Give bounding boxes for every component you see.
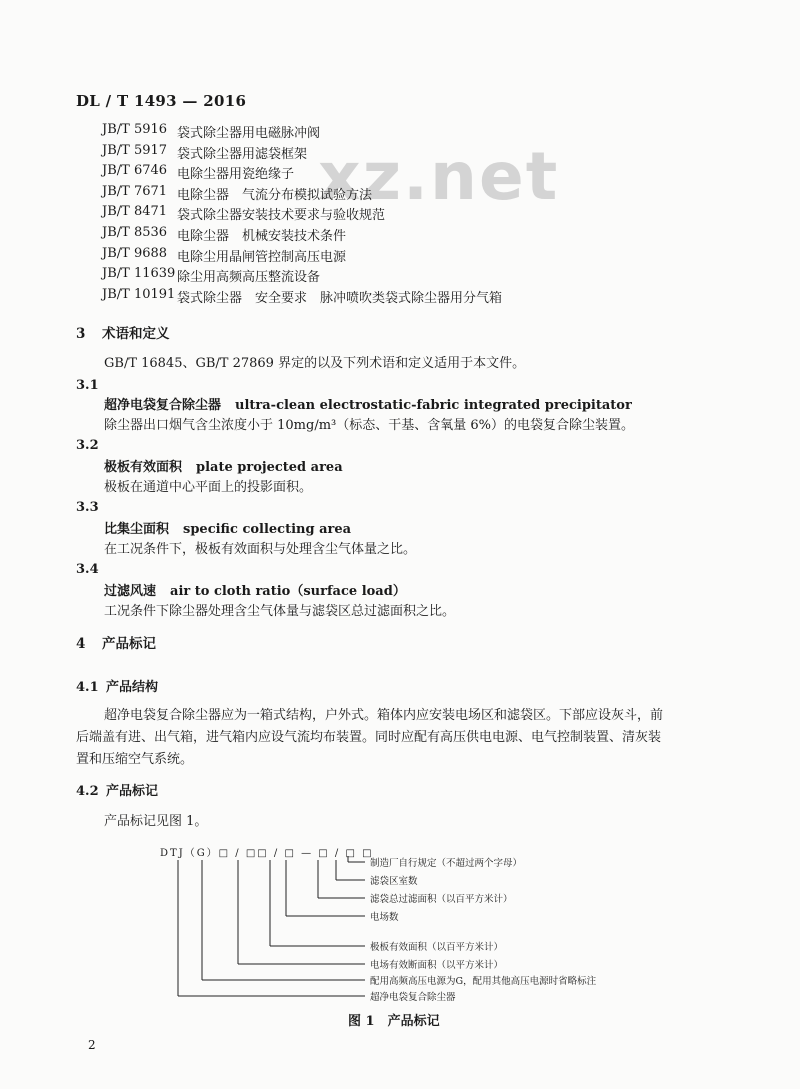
term-heading <box>104 518 351 537</box>
figure-label: 电场数 <box>370 912 399 923</box>
reference-title: 除尘用高频高压整流设备 <box>177 270 321 286</box>
reference-code: JB/T 5917 <box>102 142 168 158</box>
reference-item <box>102 225 502 246</box>
subsection-4-2-heading <box>76 780 158 799</box>
page-number: 2 <box>88 1038 96 1052</box>
subsection-number: 4.1 <box>76 680 99 695</box>
subsection-title: 产品标记 <box>106 784 159 799</box>
subsection-title: 产品结构 <box>106 680 159 695</box>
section-3-intro: GB/T 16845、GB/T 27869 界定的以及下列术语和定义适用于本文件。 <box>104 356 526 371</box>
reference-code: JB/T 5916 <box>102 122 168 137</box>
reference-item <box>102 287 502 308</box>
reference-title: 电除尘用晶闸管控制高压电源 <box>177 249 347 265</box>
reference-item <box>102 122 502 143</box>
section-3-heading <box>76 322 170 342</box>
term-number: 3.3 <box>76 500 99 515</box>
section-title: 产品标记 <box>102 636 156 652</box>
term-cn: 超净电袋复合除尘器 <box>104 398 222 413</box>
section-number: 4 <box>76 636 86 652</box>
standard-header: DL / T 1493 — 2016 <box>76 92 247 110</box>
section-4-heading <box>76 632 156 652</box>
reference-code: JB/T 8471 <box>102 204 168 220</box>
paragraph-line: 超净电袋复合除尘器应为一箱式结构，户外式。箱体内应安装电场区和滤袋区。下部应设灰斗，前 <box>104 708 664 723</box>
reference-title: 电除尘器 气流分布模拟试验方法 <box>177 187 373 203</box>
figure-label: 配用高频高压电源为G，配用其他高压电源时省略标注 <box>370 976 597 987</box>
paragraph-line: 置和压缩空气系统。 <box>76 752 194 767</box>
watermark: xz.net <box>318 138 560 215</box>
term-heading <box>104 456 343 475</box>
term-heading <box>104 394 632 413</box>
subsection-4-1-heading <box>76 676 158 695</box>
term-definition: 除尘器出口烟气含尘浓度小于 10mg/m³（标态、干基、含氧量 6%）的电袋复合除尘装置。 <box>104 418 634 433</box>
reference-code: JB/T 7671 <box>102 183 168 199</box>
reference-item <box>102 246 502 267</box>
reference-item <box>102 204 502 225</box>
reference-code: JB/T 11639 <box>102 266 176 282</box>
reference-code: JB/T 9688 <box>102 245 168 261</box>
figure-label: 电场有效断面积（以平方米计） <box>370 960 504 971</box>
section-number: 3 <box>76 326 86 342</box>
reference-list <box>102 122 502 307</box>
term-cn: 过滤风速 <box>104 584 157 599</box>
figure-intro: 产品标记见图 1。 <box>104 814 208 829</box>
figure-label: 滤袋区室数 <box>370 876 418 887</box>
reference-title: 袋式除尘器 安全要求 脉冲喷吹类袋式除尘器用分气箱 <box>177 290 503 306</box>
reference-title: 袋式除尘器安装技术要求与验收规范 <box>177 208 386 224</box>
reference-code: JB/T 10191 <box>102 286 176 302</box>
term-definition: 工况条件下除尘器处理含尘气体量与滤袋区总过滤面积之比。 <box>104 604 456 619</box>
figure-caption: 图 1 产品标记 <box>348 1014 440 1029</box>
reference-title: 袋式除尘器用滤袋框架 <box>177 146 308 162</box>
reference-item <box>102 143 502 164</box>
reference-item <box>102 266 502 287</box>
reference-code: JB/T 6746 <box>102 163 168 179</box>
figure-label: 制造厂自行规定（不超过两个字母） <box>370 858 523 869</box>
reference-item <box>102 184 502 205</box>
reference-code: JB/T 8536 <box>102 224 168 240</box>
reference-title: 电除尘器 机械安装技术条件 <box>177 228 347 244</box>
term-cn: 比集尘面积 <box>104 522 170 537</box>
term-cn: 极板有效面积 <box>104 460 183 475</box>
term-en: air to cloth ratio（surface load） <box>170 584 406 599</box>
term-definition: 极板在通道中心平面上的投影面积。 <box>104 480 313 495</box>
reference-title: 袋式除尘器用电磁脉冲阀 <box>177 126 321 141</box>
term-heading <box>104 580 406 599</box>
paragraph-line: 后端盖有进、出气箱，进气箱内应设气流均布装置。同时应配有高压供电电源、电气控制装置、清灰装 <box>76 730 662 745</box>
subsection-number: 4.2 <box>76 784 99 799</box>
term-en: plate projected area <box>196 460 343 475</box>
reference-item <box>102 163 502 184</box>
figure-label: 滤袋总过滤面积（以百平方米计） <box>370 894 513 905</box>
figure-label: 超净电袋复合除尘器 <box>370 992 456 1003</box>
term-en: ultra-clean electrostatic-fabric integrated precipitator <box>235 398 632 413</box>
term-en: specific collecting area <box>183 522 352 537</box>
product-marking-figure <box>140 836 640 1006</box>
term-definition: 在工况条件下，极板有效面积与处理含尘气体量之比。 <box>104 542 417 557</box>
marking-code: DTJ（G）□ / □□ / □ — □ / □ □ <box>160 848 374 859</box>
figure-label: 极板有效面积（以百平方米计） <box>370 942 504 953</box>
reference-title: 电除尘器用瓷绝缘子 <box>177 167 295 183</box>
term-number: 3.2 <box>76 438 99 453</box>
term-number: 3.4 <box>76 562 99 577</box>
term-number: 3.1 <box>76 378 99 393</box>
section-title: 术语和定义 <box>102 326 170 342</box>
